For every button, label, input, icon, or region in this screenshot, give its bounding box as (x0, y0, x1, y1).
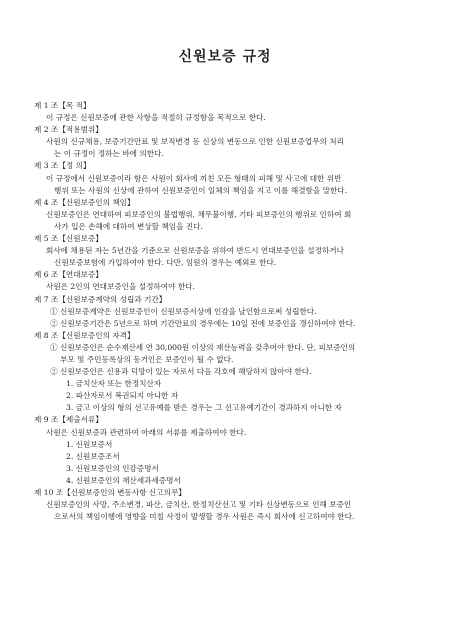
article-heading: 제 5 조【신원보증】 (34, 234, 103, 244)
article-paragraph (34, 499, 432, 523)
article-4 (34, 197, 432, 233)
article-paragraph (34, 136, 432, 160)
list-item: 1. 금치산자 또는 한정치산자 (66, 379, 162, 389)
paragraph-line: 신원보증인의 사망, 주소변경, 파산, 금치산, 한정치산선고 및 기타 신상변동으로 인해 보증인 (46, 500, 352, 510)
article-1 (34, 100, 432, 124)
article-heading: 제 3 조【정 의】 (34, 161, 91, 171)
document-title: 신원보증 규정 (178, 49, 272, 65)
paragraph-line: 이 규정은 신원보증에 관한 사항을 적절히 규정함을 목적으로 한다. (46, 113, 266, 123)
article-3 (34, 160, 432, 196)
clause-line: ② 신원보증기간은 5년으로 하며 기간만료의 경우에는 10일 전에 보증인을 갱신하여야 한다. (50, 318, 356, 328)
list-item: 2. 파산자로서 복권되지 아니한 자 (66, 391, 179, 401)
article-heading: 제 2 조【적용범위】 (34, 125, 103, 135)
article-2 (34, 124, 432, 160)
paragraph-line: 신원보증보험에 가입하여야 한다. 다만, 임원의 경우는 예외로 한다. (54, 258, 277, 268)
article-heading: 제 8 조【신원보증인의 자격】 (34, 330, 135, 340)
article-heading: 제 10 조【신원보증인의 변동사항 신고의무】 (34, 488, 186, 497)
article-heading: 제 9 조【제출서류】 (34, 415, 103, 425)
article-heading: 제 6 조【연대보증】 (34, 270, 103, 280)
paragraph-line: 신원보증인은 연대하여 피보증인의 불법행위, 채무불이행, 기타 피보증인의 행위로 인하여 회 (46, 209, 352, 219)
paragraph-line: 사원은 2인의 연대보증인을 설정하여야 한다. (46, 282, 195, 292)
clause-line: ② 신원보증인은 신용과 덕망이 있는 자로서 다음 각호에 해당하지 않아야 한다. (50, 367, 312, 377)
paragraph-line: 는 이 규정이 정하는 바에 의한다. (54, 149, 164, 159)
article-10 (34, 487, 432, 523)
numbered-clause (46, 342, 432, 366)
article-paragraph (34, 281, 432, 293)
article-paragraph (34, 209, 432, 233)
article-paragraph (34, 173, 432, 197)
article-heading: 제 4 조【신원보증인의 책임】 (34, 197, 135, 207)
list-item: 1. 신원보증서 (66, 439, 113, 449)
numbered-clause (46, 366, 432, 378)
article-heading: 제 7 조【신원보증계약의 성립과 기간】 (34, 294, 167, 304)
paragraph-line: 행위 또는 사원의 신상에 관하여 신원보증인이 일체의 책임을 지고 이를 해결함을 말한다. (54, 185, 348, 195)
article-paragraph (34, 112, 432, 124)
numbered-clause (46, 318, 432, 330)
numbered-clause (46, 306, 432, 318)
article-heading: 제 1 조【목 적】 (34, 101, 91, 110)
paragraph-line: 으로서의 책임이행에 영향을 미칠 사정이 발생할 경우 사원은 즉시 회사에 신고하여야 한다. (54, 512, 355, 522)
article-8 (34, 330, 432, 415)
paragraph-line: 회사에 채용된 자는 5년간을 기준으로 신원보증을 위하여 반드시 연대보증인을 설정하거나 (46, 246, 344, 256)
paragraph-line: 사원은 신원보증과 관련하여 아래의 서류를 제출하여야 한다. (46, 427, 247, 437)
paragraph-line: 이 규정에서 신원보증이라 함은 사원이 회사에 끼친 모든 형태의 피해 및 사고에 대한 위반 (46, 173, 342, 183)
list-item: 3. 금고 이상의 형의 선고유예를 받은 경우는 그 선고유예기간이 경과하지 아니한 자 (66, 403, 342, 413)
paragraph-line: 사원의 신규채용, 보증기간만료 및 보직변경 등 신상의 변동으로 인한 신원보증업무의 처리 (46, 137, 344, 147)
article-6 (34, 269, 432, 293)
list-item: 4. 신원보증인의 재산세과세증명서 (66, 475, 181, 485)
list-item: 3. 신원보증인의 인감증명서 (66, 463, 159, 473)
clause-line: ① 신원보증인은 순수재산세 연 30,000원 이상의 재산능력을 갖추어야 한다. 단, 피보증인의 (50, 342, 356, 352)
list-item: 2. 신원보증조서 (66, 451, 120, 461)
article-7 (34, 294, 432, 330)
article-paragraph (34, 427, 432, 439)
article-paragraph (34, 245, 432, 269)
article-5 (34, 233, 432, 269)
clause-line: ① 신원보증계약은 신원보증인이 신원보증서상에 인감을 날인함으로써 성립한다. (50, 306, 317, 316)
clause-line: 부모 및 주민등록상의 동거인은 보증인이 될 수 없다. (60, 354, 234, 364)
document-body (34, 100, 432, 523)
article-9 (34, 414, 432, 487)
paragraph-line: 사가 입은 손해에 대하여 변상할 책임을 진다. (54, 221, 203, 231)
